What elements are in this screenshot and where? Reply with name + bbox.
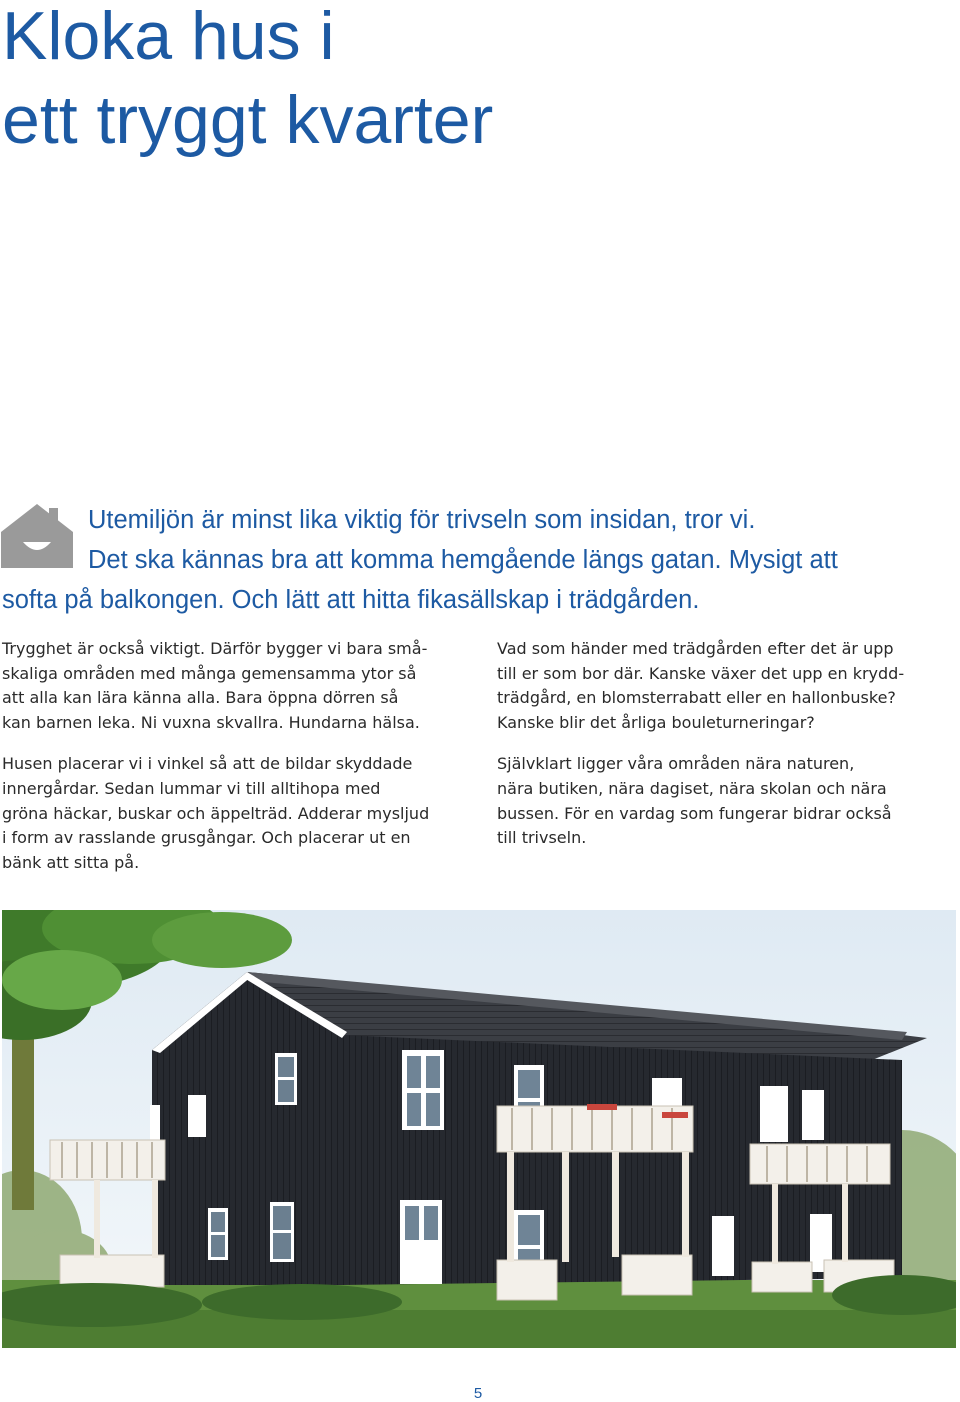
right-column — [497, 637, 957, 868]
text-line: bänk att sitta på. — [2, 852, 140, 872]
intro-line: Utemiljön är minst lika viktig för trivseln som insidan, tror vi. — [88, 506, 756, 534]
page-title-line-2: ett tryggt kvarter — [2, 82, 494, 158]
text-line: Självklart ligger våra områden nära naturen, — [497, 754, 855, 774]
page-title — [2, 0, 493, 162]
text-line: Husen placerar vi i vinkel så att de bildar skyddade — [2, 754, 413, 774]
text-line: i form av rasslande grusgångar. Och placerar ut en — [2, 828, 411, 848]
page-number: 5 — [473, 1385, 483, 1402]
paragraph-safety — [2, 637, 472, 735]
text-line: trädgård, en blomsterrabatt eller en hallonbuske? — [497, 688, 896, 708]
intro-line: softa på balkongen. Och lätt att hitta fikasällskap i trädgården. — [2, 586, 700, 614]
paragraph-nature — [497, 752, 957, 850]
text-line: innergårdar. Sedan lummar vi till alltihopa med — [2, 778, 381, 798]
paragraph-courtyards — [2, 752, 472, 875]
text-line: skaliga områden med många gemensamma ytor så — [2, 663, 417, 683]
intro-line: Det ska kännas bra att komma hemgående längs gatan. Mysigt att — [88, 546, 838, 574]
text-line: nära butiken, nära dagiset, nära skolan och nära — [497, 778, 887, 798]
text-line: bussen. För en vardag som fungerar bidrar också — [497, 803, 892, 823]
paragraph-garden — [497, 637, 957, 735]
text-line: Trygghet är också viktigt. Därför bygger vi bara små- — [2, 639, 428, 658]
text-line: Kanske blir det årliga bouleturneringar? — [497, 712, 815, 732]
building-photo — [2, 910, 956, 1348]
page-title-line-1: Kloka hus i — [2, 0, 335, 74]
left-column — [2, 637, 472, 892]
text-line: att alla kan lära känna alla. Bara öppna dörren så — [2, 688, 399, 708]
text-line: kan barnen leka. Ni vuxna skvallra. Hundarna hälsa. — [2, 712, 420, 732]
text-line: Vad som händer med trädgården efter det är upp — [497, 639, 894, 658]
text-line: till trivseln. — [497, 828, 587, 848]
text-line: till er som bor där. Kanske växer det upp en krydd- — [497, 663, 905, 683]
text-line: gröna häckar, buskar och äppelträd. Adderar mysljud — [2, 803, 430, 823]
intro-paragraph — [2, 500, 960, 620]
